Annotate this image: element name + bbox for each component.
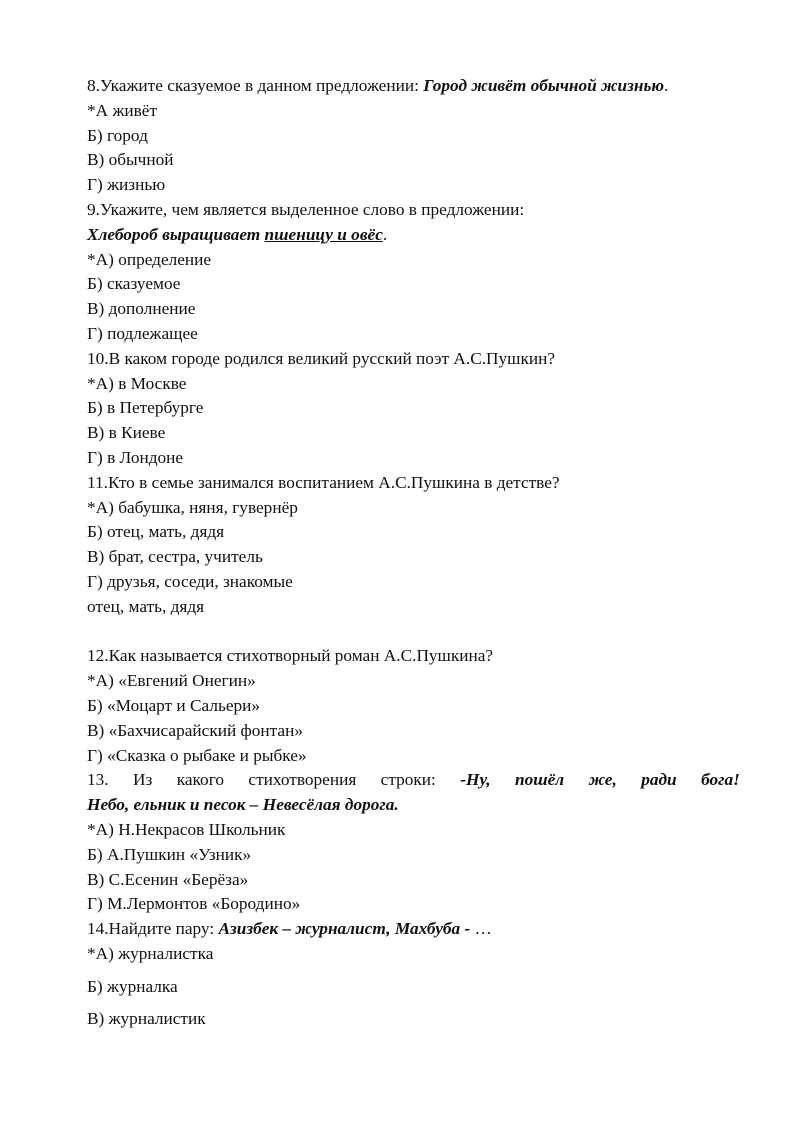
q11-option-c: В) брат, сестра, учитель	[87, 547, 263, 567]
highlighted-word: пшеницу и овёс	[264, 224, 383, 244]
q8-option-c: В) обычной	[87, 150, 174, 170]
question-8: 8.Укажите сказуемое в данном предложении: Город живёт обычной жизнью.	[87, 76, 669, 95]
q13-option-a: *А) Н.Некрасов Школьник	[87, 819, 286, 839]
question-13: 13. Из какого стихотворения строки: -Ну, пошёл же, ради бога!	[87, 770, 740, 790]
q10-option-d: Г) в Лондоне	[87, 447, 184, 467]
q12-option-c: В) «Бахчисарайский фонтан»	[87, 720, 303, 740]
question-11: 11.Кто в семье занимался воспитанием А.С.Пушкина в детстве?	[87, 472, 560, 492]
question-10: 10.В каком городе родился великий русский поэт А.С.Пушкин?	[87, 348, 556, 368]
q11-option-b: Б) отец, мать, дядя	[87, 522, 225, 542]
q14-option-c: В) журналистик	[87, 1009, 206, 1029]
q10-option-b: Б) в Петербурге	[87, 398, 204, 418]
blank-line	[87, 620, 740, 645]
question-12: 12.Как называется стихотворный роман А.С.Пушкина?	[87, 646, 494, 666]
q13-option-c: В) С.Есенин «Берёза»	[87, 869, 249, 889]
q12-option-b: Б) «Моцарт и Сальери»	[87, 695, 261, 715]
q8-option-b: Б) город	[87, 125, 148, 145]
q11-stray-text: отец, мать, дядя	[87, 596, 205, 616]
q12-option-d: Г) «Сказка о рыбаке и рыбке»	[87, 745, 307, 765]
q8-option-d: Г) жизнью	[87, 175, 166, 195]
q10-option-a: *А) в Москве	[87, 373, 187, 393]
q13-quote-continuation: Небо, ельник и песок – Невесёлая дорога.	[87, 795, 399, 815]
q9-option-a: *А) определение	[87, 249, 212, 269]
q13-option-b: Б) А.Пушкин «Узник»	[87, 844, 252, 864]
q13-option-d: Г) М.Лермонтов «Бородино»	[87, 894, 301, 914]
question-9: 9.Укажите, чем является выделенное слово в предложении:	[87, 199, 525, 219]
q11-option-d: Г) друзья, соседи, знакомые	[87, 571, 293, 591]
q9-option-b: Б) сказуемое	[87, 274, 181, 294]
q14-option-a: *А) журналистка	[87, 943, 214, 963]
q14-option-b: Б) журналка	[87, 976, 178, 996]
q8-option-a: *А живёт	[87, 100, 158, 120]
q9-option-d: Г) подлежащее	[87, 323, 198, 343]
question-14: 14.Найдите пару: Азизбек – журналист, Махбуба - …	[87, 919, 492, 939]
q11-option-a: *А) бабушка, няня, гувернёр	[87, 497, 298, 517]
q12-option-a: *А) «Евгений Онегин»	[87, 671, 256, 691]
q9-option-c: В) дополнение	[87, 299, 196, 319]
q10-option-c: В) в Киеве	[87, 423, 166, 443]
q9-sentence: Хлебороб выращивает пшеницу и овёс.	[87, 224, 388, 244]
